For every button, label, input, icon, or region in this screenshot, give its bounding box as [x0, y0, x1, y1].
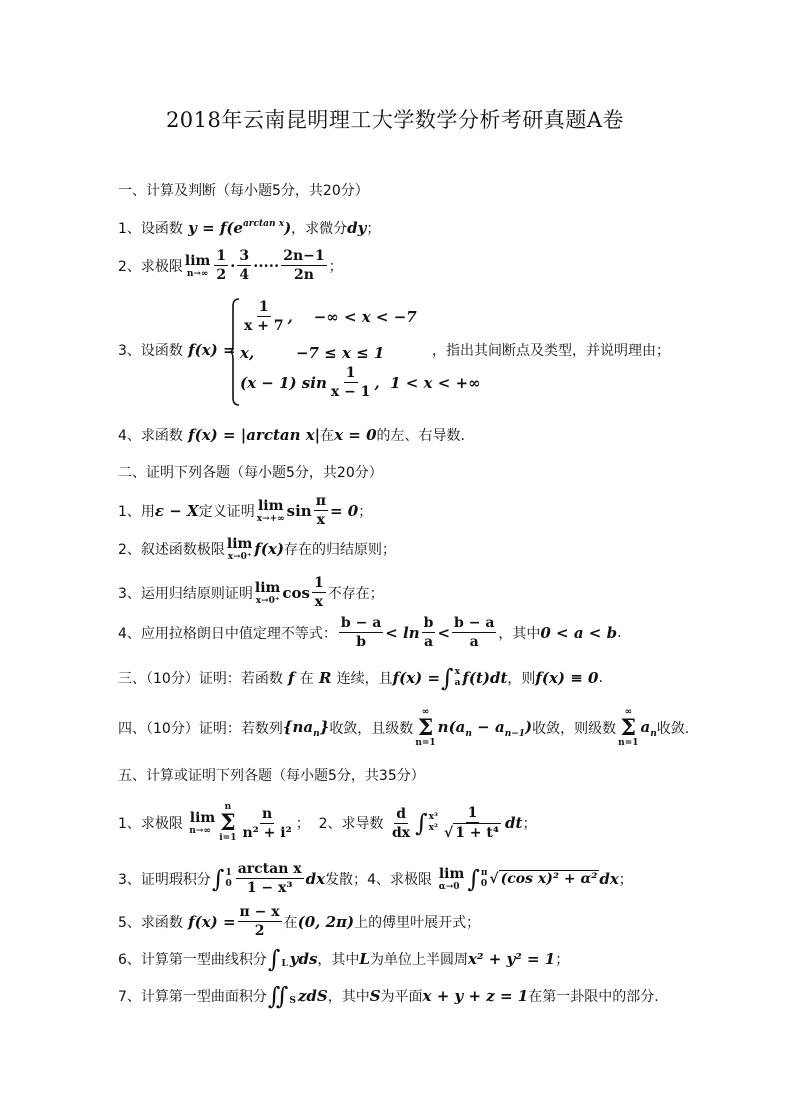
s2-question-3: 3、运用归结原则证明 lim x→0⁺ cos $\frac{1}{x}$ 不存在； — [118, 575, 384, 610]
section-3: 三、（10分）证明：若函数 f 在 R 连续，且 f(x) = ∫ x a f(t)dt ，则 f(x) ≡ 0 . — [118, 664, 603, 692]
section-5-heading: 五、计算或证明下列各题（每小题5分，共35分） — [118, 768, 425, 784]
s5-question-5: 5、求函数 f(x) = $\frac{\pi - x}{2}$ 在 (0, 2π) 上的傅里叶展开式； — [118, 904, 481, 939]
s1-question-3: 3、设函数 f(x) = — [118, 341, 236, 359]
page-title: 2018年云南昆明理工大学数学分析考研真题A卷 — [165, 108, 625, 132]
piecewise-brace — [230, 298, 240, 406]
s1-question-3-text: ，指出其间断点及类型，并说明理由； — [432, 343, 670, 359]
section-2-heading: 二、证明下列各题（每小题5分，共20分） — [118, 465, 383, 481]
s1-question-4: 4、求函数 f(x) = |arctan x| 在 x = 0 的左、右导数. — [118, 426, 465, 444]
s1-question-2: 2、求极限 lim n→∞ $\frac{1}{2}$ · $\frac{3}{4}$ ····· $\frac{2n-1}{2n}$ ； — [118, 248, 343, 283]
s1-question-1: 1、设函数 $y = f(e^{arctan x})$ ，求微分 dy ； — [118, 219, 381, 237]
s2-question-4: 4、应用拉格朗日中值定理不等式： $\frac{b - a}{b}$ < ln $\frac{b}{a}$ < $\frac{b - a}{a}$ ，其中 0 < a < b . — [118, 615, 622, 650]
s5-question-6: 6、计算第一型曲线积分 ∫ L yds ，其中 L 为单位上半圆周 x² + y² = 1 ； — [118, 945, 570, 973]
section-1-heading: 一、计算及判断（每小题5分，共20分） — [118, 183, 369, 199]
s2-question-1: 1、用 ε − X 定义证明 lim x→+∞ sin $\frac{\pi}{x}$ = 0 ； — [118, 493, 373, 528]
section-4: 四、（10分）证明：若数列 $\{na_n\}$ 收敛，且级数 ∞ Σ n=1 $n(a_n - a_{n-1})$ 收敛，则级数 ∞ Σ n=1 $a_n$ 收敛. — [118, 707, 690, 748]
s5-question-3-4: 3、证明瑕积分 ∫ 1 0 $\frac{\text{arctan x}}{\text{1 − x³}}$ dx 发散； 4、求极限 lim α→0 ∫ π 0 √ (cos x)² + α² dx ； — [118, 861, 633, 896]
s2-question-2: 2、叙述函数极限 lim x→0⁺ f(x) 存在的归结原则； — [118, 536, 396, 562]
s5-question-1-2: 1、求极限 lim n→∞ n Σ i=1 $\frac{n}{\text{n² + i²}}$ ； 2、求导数 $\frac{d}{dx}$ ∫ x³ x² 1 √ 1 + t⁴ dt ； — [118, 802, 537, 843]
s5-question-7: 7、计算第一型曲面积分 ∬ S zdS ，其中 S 为平面 x + y + z = 1 在第一卦限中的部分. — [118, 982, 659, 1010]
exam-page: 2018年云南昆明理工大学数学分析考研真题A卷 一、计算及判断（每小题5分，共20分） 1、设函数 $y = f(e^{arctan x})$ ，求微分 dy ； 2、求极限 lim n→∞ $\frac{1}{2}$ · $\frac{3}{4}$ ····· $\frac{2n-1}{2n}$ ； 3、设函数 f(x) = $\frac{1}{x + 7}$ , −∞ < x < −7 x, −7 ≤ x ≤ 1 (x − 1) sin $\frac{1}{x - 1}$ , 1 < x < +∞ ，指出其间断点及类型，并说明理由； 4、求函数 f(x) = |arctan x| 在 x = 0 的左、右导数. 二、证明下列各题（每小题5分，共20分） 1、用 ε − X 定义证明 lim x→+∞ sin $\frac{\pi}{x}$ = 0 ； 2、叙述函数极限 lim x→0⁺ f(x) 存在的归结原则； 3、运用归结原则证明 lim x→0⁺ cos $\frac{1}{x}$ 不存在； 4、应用拉格朗日中值定理不等式： $\frac{b - a}{b}$ < ln $\frac{b}{a}$ < $\frac{b - a}{a}$ ，其中 0 < a < b . 三、（10分）证明：若函数 f 在 R 连续，且 f(x) = ∫ x a f(t)dt ，则 f(x) ≡ 0 . 四、（10分）证明：若数列 $\{na_n\}$ 收敛，且级数 ∞ Σ n=1 $n(a_n - a_{n-1})$ 收敛，则级数 ∞ Σ n=1 $a_n$ 收敛. 五、计算或证明下列各题（每小题5分，共35分） 1、求极限 lim n→∞ n Σ i=1 $\frac{n}{\text{n² + i²}}$ ； 2、求导数 $\frac{d}{dx}$ ∫ x³ x² 1 √ 1 + t⁴ dt ； 3、证明瑕积分 ∫ 1 0 $\frac{\text{arctan x}}{\text{1 − x³}}$ dx 发散； 4、求极限 lim α→0 ∫ π 0 √ (cos x)² + α² dx ； 5、求函数 f(x) = $\frac{\pi - x}{2}$ 在 (0, 2π) 上的傅里叶展开式； 6、计算第一型曲线积分 ∫ L yds ，其中 L 为单位上半圆周 x² + y² = 1 ； 7、计算第一型曲面积分 ∬ S zdS ，其中 S 为平面 x + y + z = 1 在第一卦限中的部分. — [0, 0, 790, 1119]
